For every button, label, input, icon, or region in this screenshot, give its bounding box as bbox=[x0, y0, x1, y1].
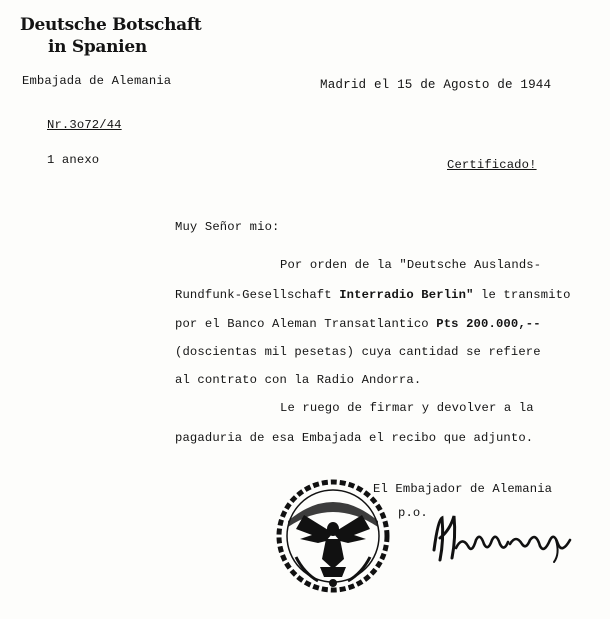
amount: Pts 200.000,-- bbox=[436, 317, 541, 331]
body-text: Rundfunk-Gesellschaft bbox=[175, 288, 340, 302]
salutation: Muy Señor mio: bbox=[175, 220, 280, 234]
eagle-seal-icon bbox=[274, 477, 392, 595]
body-line: (doscientas mil pesetas) cuya cantidad se refiere bbox=[175, 345, 541, 359]
body-line bbox=[175, 317, 541, 331]
body-text: por el Banco Aleman Transatlantico bbox=[175, 317, 437, 331]
body-line: Le ruego de firmar y devolver a la bbox=[280, 401, 534, 415]
letterhead-line-2: in Spanien bbox=[48, 37, 147, 57]
company-name: Interradio Berlin" bbox=[339, 288, 474, 302]
letterhead bbox=[20, 14, 201, 58]
body-text: le transmito bbox=[473, 288, 571, 302]
body-line: Por orden de la "Deutsche Auslands- bbox=[280, 258, 542, 272]
closing-title: El Embajador de Alemania bbox=[373, 482, 553, 496]
body-line bbox=[175, 288, 571, 302]
mail-type: Certificado! bbox=[447, 158, 537, 172]
enclosure-note: 1 anexo bbox=[47, 153, 100, 167]
closing-po: p.o. bbox=[398, 506, 428, 520]
handwritten-signature-icon bbox=[428, 510, 578, 565]
body-line: pagaduria de esa Embajada el recibo que adjunto. bbox=[175, 431, 534, 445]
sender-name: Embajada de Alemania bbox=[22, 74, 172, 88]
letterhead-line-1: Deutsche Botschaft bbox=[20, 15, 202, 35]
body-line: al contrato con la Radio Andorra. bbox=[175, 373, 422, 387]
reference-number: Nr.3o72/44 bbox=[47, 118, 122, 132]
date-line: Madrid el 15 de Agosto de 1944 bbox=[320, 78, 552, 92]
